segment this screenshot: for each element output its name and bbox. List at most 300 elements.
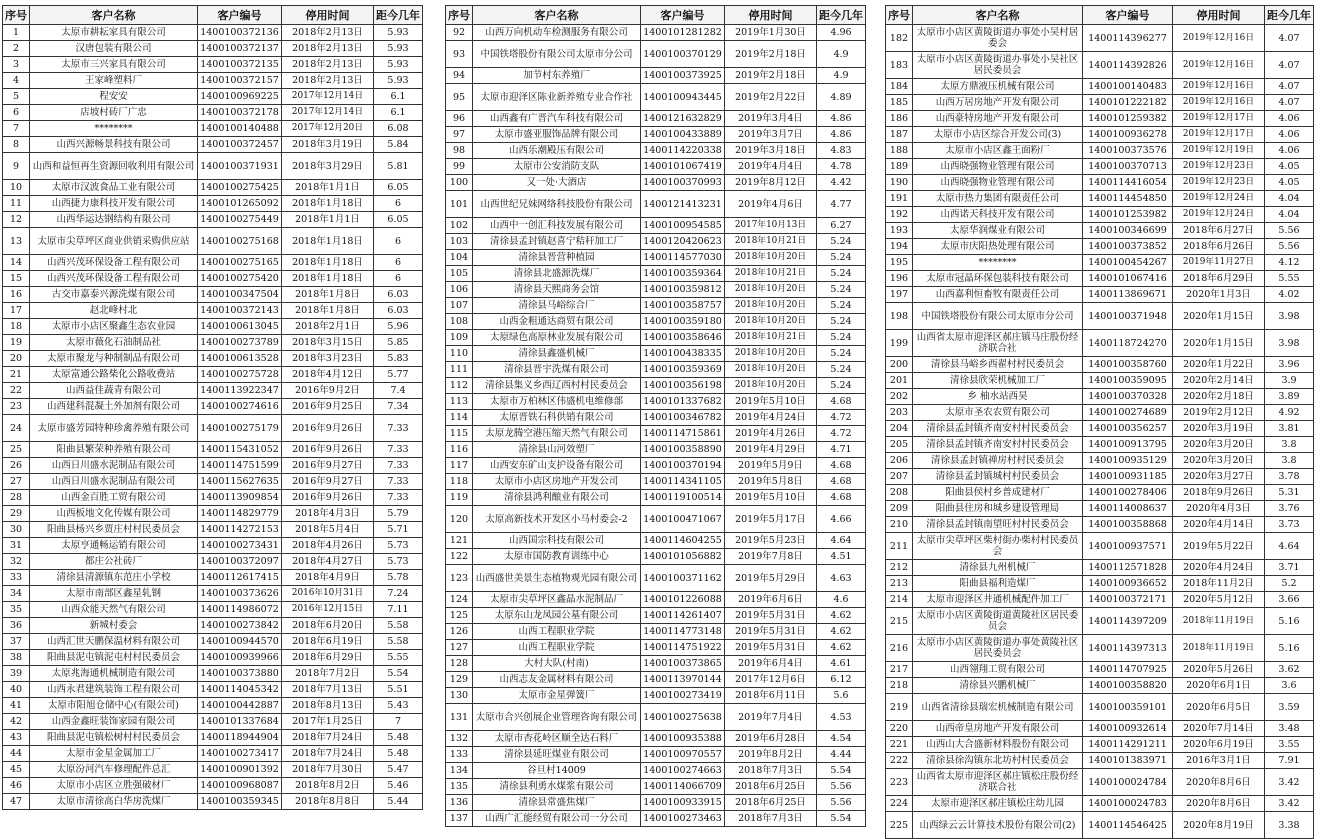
customer-id-cell: 1400100358757 (641, 298, 725, 314)
table-row (446, 608, 866, 624)
table-row (886, 79, 1314, 95)
years-cell: 5.24 (817, 298, 866, 314)
stop-date-cell: 2019年3月18日 (725, 143, 817, 159)
customer-id-cell: 1400100275165 (198, 255, 282, 271)
stop-date-cell: 2020年3月20日 (1173, 437, 1265, 453)
stop-date-cell: 2016年9月26日 (282, 490, 374, 506)
seq-cell: 223 (886, 769, 913, 796)
table-row (446, 143, 866, 159)
seq-cell: 216 (886, 635, 913, 662)
seq-cell: 43 (3, 730, 30, 746)
stop-date-cell: 2017年12月6日 (725, 672, 817, 688)
seq-cell: 115 (446, 426, 473, 442)
customer-id-cell: 1400100371162 (641, 565, 725, 592)
customer-name-cell: 乡 柚水站西昊 (913, 389, 1083, 405)
seq-cell: 110 (446, 346, 473, 362)
customer-id-cell: 1400100274689 (1083, 405, 1173, 421)
seq-cell: 219 (886, 694, 913, 721)
customer-name-cell: 清徐县晋营种植园 (473, 250, 641, 266)
customer-id-cell: 1400100471067 (641, 506, 725, 533)
customer-id-cell: 1400114291211 (1083, 737, 1173, 753)
table-row (3, 303, 423, 319)
customer-id-cell: 1400113909854 (198, 490, 282, 506)
customer-id-cell: 1400114707925 (1083, 662, 1173, 678)
customer-name-cell: 山西诺天科技开发有限公司 (913, 207, 1083, 223)
table-row (886, 453, 1314, 469)
stop-date-cell: 2020年4月3日 (1173, 501, 1265, 517)
stop-date-cell: 2019年2月12日 (1173, 405, 1265, 421)
stop-date-cell: 2018年8月8日 (282, 794, 374, 810)
customer-id-cell: 1400114604255 (641, 533, 725, 549)
customer-id-cell: 1400100140483 (1083, 79, 1173, 95)
years-cell: 6.27 (817, 218, 866, 234)
customer-name-cell: 山西晓强物业管理有限公司 (913, 175, 1083, 191)
customer-id-cell: 1400100275420 (198, 271, 282, 287)
years-cell: 7.33 (374, 490, 423, 506)
customer-id-cell: 1400101253982 (1083, 207, 1173, 223)
years-cell: 6 (374, 228, 423, 255)
customer-name-cell: 都庄公社砖厂 (30, 554, 198, 570)
table-row (446, 191, 866, 218)
customer-name-cell: 王家峰塑料厂 (30, 73, 198, 89)
customer-name-cell: 清徐县欣荣机械加工厂 (913, 373, 1083, 389)
seq-cell: 12 (3, 212, 30, 228)
stop-date-cell: 2016年9月26日 (282, 442, 374, 458)
table-row (446, 218, 866, 234)
table-row (886, 191, 1314, 207)
stop-date-cell: 2018年10月20日 (725, 282, 817, 298)
customer-name-cell: 清徐县清源镇东范庄小学校 (30, 570, 198, 586)
seq-cell: 132 (446, 731, 473, 747)
stop-date-cell: 2018年4月26日 (282, 538, 374, 554)
years-cell: 5.44 (374, 794, 423, 810)
customer-id-cell: 1400100356198 (641, 378, 725, 394)
customer-id-cell: 1400113970144 (641, 672, 725, 688)
seq-cell: 121 (446, 533, 473, 549)
customer-id-cell: 1400100278406 (1083, 485, 1173, 501)
years-cell: 4.54 (817, 731, 866, 747)
seq-cell: 190 (886, 175, 913, 191)
customer-name-cell: 古交市嘉泰兴源洗煤有限公司 (30, 287, 198, 303)
table-row (886, 737, 1314, 753)
stop-date-cell: 2018年1月18日 (282, 271, 374, 287)
customer-id-cell: 1400100140488 (198, 121, 282, 137)
customer-name-cell: 阳曲县侯村乡普成建材厂 (913, 485, 1083, 501)
seq-cell: 98 (446, 143, 473, 159)
customer-id-cell: 1400114577030 (641, 250, 725, 266)
years-cell: 7.34 (374, 399, 423, 415)
table-row (446, 266, 866, 282)
years-cell: 4.64 (1265, 533, 1314, 560)
customer-id-cell: 1400100936652 (1083, 576, 1173, 592)
customer-name-cell: 阳曲县福利造煤厂 (913, 576, 1083, 592)
seq-cell: 7 (3, 121, 30, 137)
seq-cell: 200 (886, 357, 913, 373)
customer-name-cell: 太原市金星弹簧厂 (473, 688, 641, 704)
stop-date-cell: 2019年5月23日 (725, 533, 817, 549)
stop-date-cell: 2019年7月8日 (725, 549, 817, 565)
customer-name-cell: 太原汾河汽车修理配件总汇 (30, 762, 198, 778)
table-row (446, 282, 866, 298)
table-row (886, 501, 1314, 517)
table-row (886, 485, 1314, 501)
customer-name-cell: 山西广汇能经贸有限公司一分公司 (473, 811, 641, 827)
stop-date-cell: 2019年3月4日 (725, 111, 817, 127)
customer-id-cell: 1400100913795 (1083, 437, 1173, 453)
years-cell: 3.81 (1265, 421, 1314, 437)
stop-date-cell: 2019年3月7日 (725, 127, 817, 143)
seq-cell: 124 (446, 592, 473, 608)
table-row (446, 84, 866, 111)
customer-id-cell: 1400112571828 (1083, 560, 1173, 576)
stop-date-cell: 2018年6月11日 (725, 688, 817, 704)
customer-name-cell: 太原市小店区黄陵街道黄陵社区居民委员会 (913, 608, 1083, 635)
customer-id-cell: 1400100275168 (198, 228, 282, 255)
years-cell: 7.33 (374, 442, 423, 458)
years-cell: 4.9 (817, 41, 866, 68)
table-row (3, 255, 423, 271)
table-header-row (3, 6, 423, 25)
customer-id-cell: 1400100932614 (1083, 721, 1173, 737)
customer-name-cell: 山西志友金属材料有限公司 (473, 672, 641, 688)
customer-id-cell: 1400100359345 (198, 794, 282, 810)
seq-cell: 221 (886, 737, 913, 753)
table-row (3, 212, 423, 228)
table-row (3, 319, 423, 335)
customer-name-cell: 山西金粗通达商贸有限公司 (473, 314, 641, 330)
years-cell: 5.43 (374, 698, 423, 714)
table-row (3, 153, 423, 180)
years-cell: 4.86 (817, 127, 866, 143)
table-row (886, 255, 1314, 271)
years-cell: 5.24 (817, 282, 866, 298)
customer-id-cell: 1400100273419 (641, 688, 725, 704)
stop-date-cell: 2018年4月9日 (282, 570, 374, 586)
table-row (886, 560, 1314, 576)
years-cell: 6.08 (374, 121, 423, 137)
table-row (3, 196, 423, 212)
seq-cell: 125 (446, 608, 473, 624)
seq-cell: 42 (3, 714, 30, 730)
table-row (886, 753, 1314, 769)
years-cell: 3.98 (1265, 330, 1314, 357)
stop-date-cell: 2018年11月19日 (1173, 635, 1265, 662)
stop-date-cell: 2018年1月8日 (282, 303, 374, 319)
table-row (446, 474, 866, 490)
stop-date-cell: 2018年10月20日 (725, 250, 817, 266)
seq-cell: 131 (446, 704, 473, 731)
years-cell: 4.9 (817, 68, 866, 84)
customer-name-cell: 清徐县鑫盛机械厂 (473, 346, 641, 362)
seq-cell: 194 (886, 239, 913, 255)
table-row (886, 239, 1314, 255)
stop-date-cell: 2019年12月16日 (1173, 52, 1265, 79)
customer-id-cell: 1400114715861 (641, 426, 725, 442)
table-row (3, 666, 423, 682)
stop-date-cell: 2018年10月21日 (725, 330, 817, 346)
col-customer-name: 客户名称 (30, 6, 198, 25)
years-cell: 5.31 (1265, 485, 1314, 501)
customer-name-cell: 太原高新技术开发区小马村委会-2 (473, 506, 641, 533)
seq-cell: 3 (3, 57, 30, 73)
seq-cell: 117 (446, 458, 473, 474)
table-row (3, 458, 423, 474)
table-row (446, 378, 866, 394)
seq-cell: 213 (886, 576, 913, 592)
stop-date-cell: 2020年1月15日 (1173, 303, 1265, 330)
years-cell: 4.72 (817, 410, 866, 426)
seq-cell: 188 (886, 143, 913, 159)
seq-cell: 211 (886, 533, 913, 560)
customer-name-cell: 阳曲县泥屯镇泥屯村村民委员会 (30, 650, 198, 666)
customer-id-cell: 1400100346699 (1083, 223, 1173, 239)
years-cell: 5.54 (374, 666, 423, 682)
table-row (886, 469, 1314, 485)
years-cell: 5.6 (817, 688, 866, 704)
seq-cell: 102 (446, 218, 473, 234)
customer-id-cell: 1400100970557 (641, 747, 725, 763)
table-row (886, 159, 1314, 175)
customer-id-cell: 1400114751922 (641, 640, 725, 656)
seq-cell: 24 (3, 415, 30, 442)
customer-id-cell: 1400100373626 (198, 586, 282, 602)
customer-name-cell: 清徐县北盛源洗煤厂 (473, 266, 641, 282)
table-row (3, 383, 423, 399)
stop-date-cell: 2019年6月28日 (725, 731, 817, 747)
customer-name-cell: 太原市万柏林区伟盛机电维修部 (473, 394, 641, 410)
customer-name-cell: 山西鑫有广晋汽车科技有限公司 (473, 111, 641, 127)
table-row (886, 533, 1314, 560)
customer-name-cell: 山西汇世天鹏保温材料有限公司 (30, 634, 198, 650)
customer-name-cell: 山西晓强物业管理有限公司 (913, 159, 1083, 175)
years-cell: 5.83 (374, 351, 423, 367)
customer-id-cell: 1400100933915 (641, 795, 725, 811)
seq-cell: 27 (3, 474, 30, 490)
years-cell: 4.07 (1265, 52, 1314, 79)
table-row (886, 175, 1314, 191)
customer-name-cell: 山西兴源畅景科技有限公司 (30, 137, 198, 153)
customer-name-cell: 赵北峰村北 (30, 303, 198, 319)
years-cell: 5.78 (374, 570, 423, 586)
seq-cell: 106 (446, 282, 473, 298)
seq-cell: 46 (3, 778, 30, 794)
years-cell: 3.78 (1265, 469, 1314, 485)
stop-date-cell: 2018年6月25日 (725, 795, 817, 811)
seq-cell: 214 (886, 592, 913, 608)
customer-id-cell: 1400114829779 (198, 506, 282, 522)
table-row (3, 399, 423, 415)
customer-id-cell: 1400100370713 (1083, 159, 1173, 175)
table-row (446, 394, 866, 410)
years-cell: 5.84 (374, 137, 423, 153)
years-cell: 4.04 (1265, 191, 1314, 207)
customer-name-cell: 太原市金星金属加工厂 (30, 746, 198, 762)
stop-date-cell: 2018年8月13日 (282, 698, 374, 714)
stop-date-cell: 2019年8月2日 (725, 747, 817, 763)
seq-cell: 212 (886, 560, 913, 576)
stop-date-cell: 2020年3月27日 (1173, 469, 1265, 485)
col-stop-date: 停用时间 (725, 6, 817, 25)
stop-date-cell: 2020年6月5日 (1173, 694, 1265, 721)
table-row (3, 474, 423, 490)
customer-id-cell: 1400100371931 (198, 153, 282, 180)
customer-id-cell: 1400121632829 (641, 111, 725, 127)
col-customer-id: 客户编号 (198, 6, 282, 25)
table-row (446, 314, 866, 330)
customer-id-cell: 1400114261407 (641, 608, 725, 624)
table-row (886, 25, 1314, 52)
seq-cell: 128 (446, 656, 473, 672)
stop-date-cell: 2016年3月1日 (1173, 753, 1265, 769)
years-cell: 5.77 (374, 367, 423, 383)
customer-name-cell: 程安安 (30, 89, 198, 105)
stop-date-cell: 2016年10月31日 (282, 586, 374, 602)
stop-date-cell: 2017年12月14日 (282, 89, 374, 105)
table-row (446, 159, 866, 175)
seq-cell: 25 (3, 442, 30, 458)
years-cell: 3.42 (1265, 796, 1314, 812)
customer-name-cell: 清徐县孟封镇齐南安村村民委员会 (913, 421, 1083, 437)
customer-id-cell: 1400100968087 (198, 778, 282, 794)
years-cell: 4.89 (817, 84, 866, 111)
table-row (886, 95, 1314, 111)
customer-id-cell: 1400100359095 (1083, 373, 1173, 389)
seq-cell: 202 (886, 389, 913, 405)
years-cell: 5.48 (374, 730, 423, 746)
stop-date-cell: 2020年7月14日 (1173, 721, 1265, 737)
customer-id-cell: 1400114751599 (198, 458, 282, 474)
years-cell: 5.54 (817, 763, 866, 779)
seq-cell: 127 (446, 640, 473, 656)
customer-id-cell: 1400100433889 (641, 127, 725, 143)
stop-date-cell: 2018年1月18日 (282, 196, 374, 212)
customer-name-cell: 山西永君建筑装饰工程有限公司 (30, 682, 198, 698)
seq-cell: 33 (3, 570, 30, 586)
customer-name-cell: 山西众能天然气有限公司 (30, 602, 198, 618)
stop-date-cell: 2018年10月21日 (725, 234, 817, 250)
stop-date-cell: 2018年7月2日 (282, 666, 374, 682)
customer-id-cell: 1400100373576 (1083, 143, 1173, 159)
years-cell: 4.02 (1265, 287, 1314, 303)
table-row (3, 602, 423, 618)
years-cell: 5.47 (374, 762, 423, 778)
customer-id-cell: 1400100358820 (1083, 678, 1173, 694)
customer-name-cell: 山西中一创汇科技发展有限公司 (473, 218, 641, 234)
customer-name-cell: 太原市三兴家具有限公司 (30, 57, 198, 73)
seq-cell: 4 (3, 73, 30, 89)
seq-cell: 198 (886, 303, 913, 330)
stop-date-cell: 2019年4月6日 (725, 191, 817, 218)
customer-name-cell: 太原市小店区黄陵街道办事处小吴村居委会 (913, 25, 1083, 52)
customer-name-cell: 清徐县马峪乡西翟村村民委员会 (913, 357, 1083, 373)
table-row (446, 549, 866, 565)
customer-name-cell: 太原兆海通机械制造有限公司 (30, 666, 198, 682)
years-cell: 4.44 (817, 747, 866, 763)
years-cell: 4.42 (817, 175, 866, 191)
customer-id-cell: 1400100454267 (1083, 255, 1173, 271)
customer-id-cell: 1400115431052 (198, 442, 282, 458)
years-cell: 4.72 (817, 426, 866, 442)
customer-id-cell: 1400100935388 (641, 731, 725, 747)
years-cell: 5.55 (374, 650, 423, 666)
years-cell: 6 (374, 196, 423, 212)
seq-cell: 16 (3, 287, 30, 303)
stop-date-cell: 2019年5月22日 (1173, 533, 1265, 560)
col-years: 距今几年 (1265, 6, 1314, 25)
stop-date-cell: 2020年3月19日 (1173, 421, 1265, 437)
table-row (446, 175, 866, 191)
col-customer-id: 客户编号 (1083, 6, 1173, 25)
table-row (3, 538, 423, 554)
stop-date-cell: 2018年7月30日 (282, 762, 374, 778)
stop-date-cell: 2016年9月25日 (282, 399, 374, 415)
years-cell: 3.42 (1265, 769, 1314, 796)
customer-id-cell: 1400100370129 (641, 41, 725, 68)
customer-id-cell: 1400100442887 (198, 698, 282, 714)
customer-name-cell: 山西山大合盛新材料股份有限公司 (913, 737, 1083, 753)
years-cell: 5.46 (374, 778, 423, 794)
seq-cell: 101 (446, 191, 473, 218)
seq-cell: 218 (886, 678, 913, 694)
years-cell: 5.85 (374, 335, 423, 351)
years-cell: 5.24 (817, 234, 866, 250)
years-cell: 5.24 (817, 250, 866, 266)
stop-date-cell: 2019年5月31日 (725, 640, 817, 656)
customer-name-cell: 太原华润煤业有限公司 (913, 223, 1083, 239)
stop-date-cell: 2018年6月29日 (282, 650, 374, 666)
stop-date-cell: 2018年10月20日 (725, 298, 817, 314)
seq-cell: 197 (886, 287, 913, 303)
col-customer-id: 客户编号 (641, 6, 725, 25)
table-row (3, 794, 423, 810)
years-cell: 5.2 (1265, 576, 1314, 592)
table-header-row (886, 6, 1314, 25)
seq-cell: 99 (446, 159, 473, 175)
table-row (446, 811, 866, 827)
seq-cell: 36 (3, 618, 30, 634)
seq-cell: 37 (3, 634, 30, 650)
customer-name-cell: 太原晋铁石科供销有限公司 (473, 410, 641, 426)
seq-cell: 182 (886, 25, 913, 52)
years-cell: 5.79 (374, 506, 423, 522)
customer-id-cell: 1400100359180 (641, 314, 725, 330)
years-cell: 7.33 (374, 458, 423, 474)
stop-date-cell: 2019年4月26日 (725, 426, 817, 442)
customer-id-cell: 1400100346782 (641, 410, 725, 426)
customer-id-cell: 1400114392826 (1083, 52, 1173, 79)
years-cell: 5.93 (374, 41, 423, 57)
customer-name-cell: 加节村东养殖厂 (473, 68, 641, 84)
years-cell: 4.86 (817, 111, 866, 127)
customer-name-cell: 山西兴茂环保设备工程有限公司 (30, 255, 198, 271)
stop-date-cell: 2019年2月18日 (725, 41, 817, 68)
seq-cell: 113 (446, 394, 473, 410)
years-cell: 3.76 (1265, 501, 1314, 517)
table-row (886, 207, 1314, 223)
table-row (3, 73, 423, 89)
seq-cell: 45 (3, 762, 30, 778)
years-cell: 7.11 (374, 602, 423, 618)
customer-id-cell: 1400100931185 (1083, 469, 1173, 485)
stop-date-cell: 2019年7月4日 (725, 704, 817, 731)
seq-cell: 93 (446, 41, 473, 68)
stop-date-cell: 2020年4月24日 (1173, 560, 1265, 576)
stop-date-cell: 2020年8月6日 (1173, 769, 1265, 796)
stop-date-cell: 2019年5月31日 (725, 624, 817, 640)
table-row (3, 367, 423, 383)
customer-name-cell: 太原市清徐高白华房洗煤厂 (30, 794, 198, 810)
col-seq: 序号 (446, 6, 473, 25)
